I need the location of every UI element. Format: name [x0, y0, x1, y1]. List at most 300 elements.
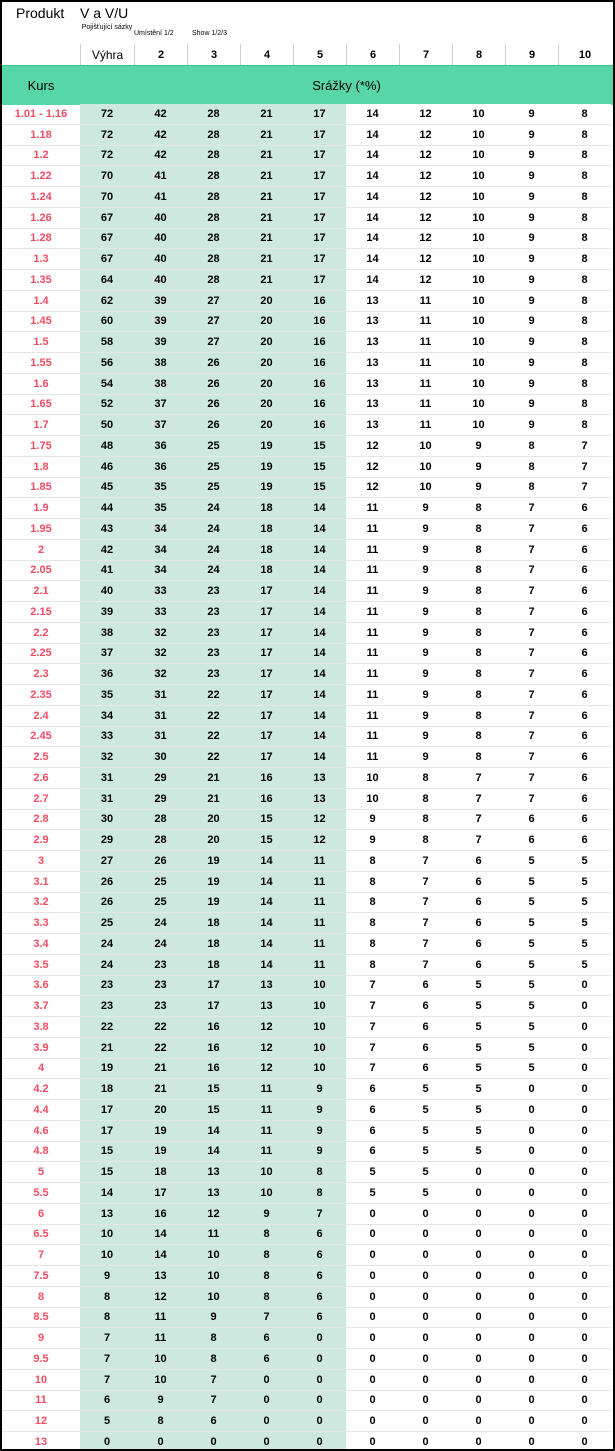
- value-cell: 27: [187, 332, 240, 353]
- value-cell: 33: [134, 581, 187, 602]
- value-cell: 7: [399, 955, 452, 976]
- value-cell: 43: [80, 519, 134, 540]
- table-row: [2, 1432, 613, 1451]
- value-cell: 0: [558, 1308, 611, 1329]
- table-row: [2, 1017, 613, 1038]
- value-cell: 10: [452, 374, 505, 395]
- value-cell: 9: [452, 478, 505, 499]
- value-cell: 17: [293, 125, 346, 146]
- value-cell: 11: [346, 706, 399, 727]
- header-col-7: 7: [399, 44, 452, 65]
- value-cell: 21: [240, 146, 293, 167]
- value-cell: 9: [134, 1391, 187, 1412]
- value-cell: 7: [505, 747, 558, 768]
- value-cell: 12: [399, 270, 452, 291]
- value-cell: 10: [452, 395, 505, 416]
- table-row: [2, 332, 613, 353]
- value-cell: 10: [187, 1266, 240, 1287]
- value-cell: 19: [80, 1059, 134, 1080]
- value-cell: 9: [346, 830, 399, 851]
- value-cell: 11: [346, 685, 399, 706]
- value-cell: 0: [505, 1079, 558, 1100]
- value-cell: 10: [80, 1225, 134, 1246]
- odds-cell: 4: [2, 1059, 80, 1080]
- value-cell: 8: [558, 353, 611, 374]
- value-cell: 5: [452, 1017, 505, 1038]
- value-cell: 6: [452, 851, 505, 872]
- value-cell: 6: [558, 810, 611, 831]
- value-cell: 56: [80, 353, 134, 374]
- value-cell: 9: [505, 166, 558, 187]
- value-cell: 8: [293, 1183, 346, 1204]
- value-cell: 14: [346, 104, 399, 125]
- value-cell: 6: [399, 1038, 452, 1059]
- value-cell: 20: [240, 291, 293, 312]
- value-cell: 37: [134, 415, 187, 436]
- value-cell: 38: [134, 353, 187, 374]
- value-cell: 34: [80, 706, 134, 727]
- value-cell: 7: [505, 789, 558, 810]
- value-cell: 6: [452, 913, 505, 934]
- value-cell: 19: [134, 1142, 187, 1163]
- value-cell: 23: [134, 955, 187, 976]
- odds-cell: 1.01 - 1.16: [2, 104, 80, 125]
- table-row: [2, 602, 613, 623]
- value-cell: 0: [558, 1370, 611, 1391]
- value-cell: 6: [558, 727, 611, 748]
- value-cell: 23: [134, 976, 187, 997]
- value-cell: 40: [80, 581, 134, 602]
- value-cell: 11: [293, 955, 346, 976]
- value-cell: 15: [80, 1142, 134, 1163]
- value-cell: 30: [80, 810, 134, 831]
- value-cell: 8: [452, 664, 505, 685]
- odds-cell: 9: [2, 1328, 80, 1349]
- value-cell: 8: [399, 810, 452, 831]
- value-cell: 6: [558, 685, 611, 706]
- value-cell: 7: [399, 872, 452, 893]
- value-cell: 28: [187, 208, 240, 229]
- value-cell: 6: [505, 810, 558, 831]
- value-cell: 70: [80, 187, 134, 208]
- table-row: [2, 996, 613, 1017]
- value-cell: 12: [240, 1038, 293, 1059]
- odds-cell: 2: [2, 540, 80, 561]
- value-cell: 16: [293, 332, 346, 353]
- value-cell: 9: [399, 747, 452, 768]
- value-cell: 9: [505, 146, 558, 167]
- value-cell: 14: [240, 893, 293, 914]
- value-cell: 16: [240, 768, 293, 789]
- table-row: [2, 146, 613, 167]
- value-cell: 8: [452, 623, 505, 644]
- table-row: [2, 353, 613, 374]
- odds-cell: 3.1: [2, 872, 80, 893]
- value-cell: 10: [452, 208, 505, 229]
- value-cell: 9: [399, 498, 452, 519]
- odds-cell: 1.8: [2, 457, 80, 478]
- value-cell: 0: [558, 1328, 611, 1349]
- value-cell: 6: [240, 1328, 293, 1349]
- value-cell: 10: [346, 789, 399, 810]
- value-cell: 10: [240, 1162, 293, 1183]
- value-cell: 5: [558, 851, 611, 872]
- value-cell: 5: [505, 934, 558, 955]
- value-cell: 19: [134, 1121, 187, 1142]
- value-cell: 0: [452, 1349, 505, 1370]
- value-cell: 0: [293, 1349, 346, 1370]
- odds-cell: 2.25: [2, 644, 80, 665]
- value-cell: 11: [293, 893, 346, 914]
- value-cell: 7: [505, 685, 558, 706]
- odds-cell: 11: [2, 1391, 80, 1412]
- table-row: [2, 540, 613, 561]
- value-cell: 39: [134, 291, 187, 312]
- odds-cell: 7.5: [2, 1266, 80, 1287]
- value-cell: 8: [187, 1349, 240, 1370]
- odds-cell: 1.26: [2, 208, 80, 229]
- table-row: [2, 623, 613, 644]
- table-row: [2, 208, 613, 229]
- value-cell: 10: [452, 125, 505, 146]
- value-cell: 17: [293, 249, 346, 270]
- table-row: [2, 478, 613, 499]
- header-vyhra: Výhra: [80, 44, 134, 65]
- value-cell: 10: [452, 270, 505, 291]
- value-cell: 0: [452, 1432, 505, 1451]
- value-cell: 24: [80, 934, 134, 955]
- value-cell: 0: [399, 1204, 452, 1225]
- value-cell: 46: [80, 457, 134, 478]
- value-cell: 7: [505, 768, 558, 789]
- value-cell: 8: [558, 415, 611, 436]
- value-cell: 8: [452, 644, 505, 665]
- value-cell: 0: [558, 1411, 611, 1432]
- value-cell: 23: [187, 602, 240, 623]
- value-cell: 12: [293, 830, 346, 851]
- value-cell: 8: [558, 374, 611, 395]
- value-cell: 0: [452, 1308, 505, 1329]
- odds-cell: 1.65: [2, 395, 80, 416]
- value-cell: 10: [399, 457, 452, 478]
- value-cell: 7: [505, 498, 558, 519]
- value-cell: 7: [80, 1370, 134, 1391]
- value-cell: 0: [452, 1225, 505, 1246]
- table-row: [2, 727, 613, 748]
- value-cell: 14: [240, 913, 293, 934]
- value-cell: 11: [346, 664, 399, 685]
- value-cell: 5: [452, 1142, 505, 1163]
- value-cell: 10: [452, 104, 505, 125]
- value-cell: 20: [240, 353, 293, 374]
- value-cell: 8: [505, 457, 558, 478]
- value-cell: 20: [240, 395, 293, 416]
- value-cell: 5: [558, 955, 611, 976]
- value-cell: 67: [80, 249, 134, 270]
- table-row: [2, 810, 613, 831]
- value-cell: 14: [346, 208, 399, 229]
- value-cell: 26: [187, 395, 240, 416]
- value-cell: 13: [134, 1266, 187, 1287]
- header-col-3: 3: [187, 44, 240, 65]
- value-cell: 0: [346, 1328, 399, 1349]
- value-cell: 29: [134, 768, 187, 789]
- column-number-header: [2, 44, 613, 65]
- value-cell: 0: [293, 1411, 346, 1432]
- value-cell: 0: [452, 1245, 505, 1266]
- value-cell: 7: [505, 581, 558, 602]
- odds-cell: 4.8: [2, 1142, 80, 1163]
- value-cell: 19: [187, 851, 240, 872]
- odds-cell: 3: [2, 851, 80, 872]
- value-cell: 8: [293, 1162, 346, 1183]
- value-cell: 15: [187, 1079, 240, 1100]
- value-cell: 11: [346, 540, 399, 561]
- value-cell: 72: [80, 146, 134, 167]
- value-cell: 0: [240, 1370, 293, 1391]
- placement-label: Umístění 1/2: [134, 30, 174, 37]
- value-cell: 18: [134, 1162, 187, 1183]
- value-cell: 10: [293, 1038, 346, 1059]
- value-cell: 21: [187, 768, 240, 789]
- value-cell: 13: [346, 415, 399, 436]
- table-row: [2, 1079, 613, 1100]
- value-cell: 11: [346, 519, 399, 540]
- odds-cell: 2.7: [2, 789, 80, 810]
- value-cell: 8: [240, 1225, 293, 1246]
- value-cell: 0: [558, 1100, 611, 1121]
- odds-cell: 3.7: [2, 996, 80, 1017]
- odds-cell: 1.24: [2, 187, 80, 208]
- value-cell: 6: [346, 1079, 399, 1100]
- value-cell: 14: [346, 146, 399, 167]
- value-cell: 27: [80, 851, 134, 872]
- value-cell: 14: [293, 561, 346, 582]
- table-row: [2, 1411, 613, 1432]
- table-row: [2, 768, 613, 789]
- value-cell: 8: [558, 395, 611, 416]
- value-cell: 11: [346, 727, 399, 748]
- value-cell: 8: [558, 312, 611, 333]
- value-cell: 8: [558, 332, 611, 353]
- value-cell: 8: [80, 1308, 134, 1329]
- value-cell: 5: [399, 1100, 452, 1121]
- value-cell: 12: [399, 187, 452, 208]
- value-cell: 35: [134, 478, 187, 499]
- value-cell: 6: [399, 1017, 452, 1038]
- table-row: [2, 685, 613, 706]
- value-cell: 31: [134, 685, 187, 706]
- value-cell: 12: [346, 436, 399, 457]
- value-cell: 17: [240, 602, 293, 623]
- value-cell: 8: [558, 166, 611, 187]
- odds-cell: 1.45: [2, 312, 80, 333]
- value-cell: 9: [346, 810, 399, 831]
- value-cell: 11: [293, 851, 346, 872]
- value-cell: 7: [187, 1391, 240, 1412]
- value-cell: 9: [240, 1204, 293, 1225]
- value-cell: 0: [346, 1370, 399, 1391]
- value-cell: 7: [505, 706, 558, 727]
- value-cell: 45: [80, 478, 134, 499]
- table-row: [2, 519, 613, 540]
- value-cell: 11: [399, 395, 452, 416]
- table-row: [2, 747, 613, 768]
- value-cell: 39: [80, 602, 134, 623]
- value-cell: 5: [399, 1162, 452, 1183]
- value-cell: 0: [399, 1370, 452, 1391]
- table-row: [2, 125, 613, 146]
- value-cell: 12: [399, 104, 452, 125]
- value-cell: 9: [80, 1266, 134, 1287]
- value-cell: 7: [558, 436, 611, 457]
- value-cell: 0: [505, 1142, 558, 1163]
- value-cell: 15: [293, 457, 346, 478]
- value-cell: 11: [293, 872, 346, 893]
- value-cell: 8: [187, 1328, 240, 1349]
- table-row: [2, 830, 613, 851]
- value-cell: 33: [80, 727, 134, 748]
- odds-cell: 12: [2, 1411, 80, 1432]
- value-cell: 8: [346, 872, 399, 893]
- value-cell: 34: [134, 561, 187, 582]
- value-cell: 0: [505, 1432, 558, 1451]
- value-cell: 0: [505, 1100, 558, 1121]
- value-cell: 8: [240, 1266, 293, 1287]
- value-cell: 8: [134, 1411, 187, 1432]
- value-cell: 29: [134, 789, 187, 810]
- value-cell: 6: [558, 830, 611, 851]
- bet-category-header: [2, 22, 613, 44]
- value-cell: 26: [80, 893, 134, 914]
- value-cell: 58: [80, 332, 134, 353]
- value-cell: 12: [399, 146, 452, 167]
- value-cell: 0: [558, 1038, 611, 1059]
- odds-cell: 2.6: [2, 768, 80, 789]
- value-cell: 0: [558, 1287, 611, 1308]
- value-cell: 0: [505, 1391, 558, 1412]
- value-cell: 28: [187, 270, 240, 291]
- value-cell: 18: [187, 955, 240, 976]
- value-cell: 9: [293, 1100, 346, 1121]
- header-col-8: 8: [452, 44, 505, 65]
- value-cell: 17: [293, 104, 346, 125]
- value-cell: 14: [293, 685, 346, 706]
- value-cell: 0: [558, 1162, 611, 1183]
- value-cell: 10: [452, 187, 505, 208]
- value-cell: 25: [134, 893, 187, 914]
- value-cell: 5: [558, 934, 611, 955]
- value-cell: 8: [240, 1287, 293, 1308]
- value-cell: 40: [134, 208, 187, 229]
- value-cell: 13: [293, 789, 346, 810]
- value-cell: 10: [293, 1017, 346, 1038]
- odds-cell: 1.85: [2, 478, 80, 499]
- value-cell: 13: [240, 976, 293, 997]
- value-cell: 8: [240, 1245, 293, 1266]
- value-cell: 11: [134, 1328, 187, 1349]
- value-cell: 5: [452, 1121, 505, 1142]
- insurance-bets-label: Pojišťující sázky: [81, 24, 133, 31]
- value-cell: 32: [134, 623, 187, 644]
- odds-cell: 6: [2, 1204, 80, 1225]
- value-cell: 5: [558, 872, 611, 893]
- value-cell: 10: [452, 291, 505, 312]
- odds-cell: 3.3: [2, 913, 80, 934]
- odds-cell: 1.7: [2, 415, 80, 436]
- value-cell: 38: [80, 623, 134, 644]
- value-cell: 7: [346, 976, 399, 997]
- value-cell: 14: [293, 519, 346, 540]
- value-cell: 8: [346, 955, 399, 976]
- value-cell: 6: [558, 768, 611, 789]
- value-cell: 16: [187, 1038, 240, 1059]
- value-cell: 25: [187, 478, 240, 499]
- value-cell: 14: [134, 1245, 187, 1266]
- odds-cell: 8.5: [2, 1308, 80, 1329]
- value-cell: 0: [399, 1411, 452, 1432]
- value-cell: 14: [293, 644, 346, 665]
- table-row: [2, 644, 613, 665]
- value-cell: 6: [293, 1287, 346, 1308]
- value-cell: 23: [134, 996, 187, 1017]
- value-cell: 5: [452, 1079, 505, 1100]
- value-cell: 25: [80, 913, 134, 934]
- value-cell: 5: [80, 1411, 134, 1432]
- value-cell: 8: [452, 561, 505, 582]
- value-cell: 10: [452, 229, 505, 250]
- odds-cell: 2.5: [2, 747, 80, 768]
- value-cell: 21: [240, 104, 293, 125]
- value-cell: 0: [346, 1391, 399, 1412]
- table-row: [2, 706, 613, 727]
- value-cell: 10: [452, 312, 505, 333]
- value-cell: 17: [80, 1100, 134, 1121]
- table-body: [2, 104, 613, 1451]
- value-cell: 10: [187, 1287, 240, 1308]
- value-cell: 16: [293, 312, 346, 333]
- table-row: [2, 291, 613, 312]
- value-cell: 14: [346, 270, 399, 291]
- value-cell: 15: [240, 810, 293, 831]
- value-cell: 0: [187, 1432, 240, 1451]
- value-cell: 30: [134, 747, 187, 768]
- value-cell: 5: [399, 1079, 452, 1100]
- value-cell: 5: [505, 851, 558, 872]
- table-row: [2, 913, 613, 934]
- value-cell: 17: [293, 270, 346, 291]
- odds-cell: 9.5: [2, 1349, 80, 1370]
- value-cell: 7: [505, 644, 558, 665]
- value-cell: 0: [240, 1411, 293, 1432]
- value-cell: 7: [346, 1038, 399, 1059]
- value-cell: 6: [558, 498, 611, 519]
- value-cell: 7: [452, 789, 505, 810]
- value-cell: 7: [293, 1204, 346, 1225]
- value-cell: 6: [558, 519, 611, 540]
- value-cell: 6: [293, 1266, 346, 1287]
- value-cell: 10: [293, 1059, 346, 1080]
- value-cell: 5: [399, 1183, 452, 1204]
- value-cell: 16: [293, 353, 346, 374]
- value-cell: 10: [134, 1349, 187, 1370]
- value-cell: 12: [399, 125, 452, 146]
- value-cell: 16: [240, 789, 293, 810]
- value-cell: 24: [187, 561, 240, 582]
- value-cell: 6: [399, 996, 452, 1017]
- table-row: [2, 955, 613, 976]
- value-cell: 0: [558, 1142, 611, 1163]
